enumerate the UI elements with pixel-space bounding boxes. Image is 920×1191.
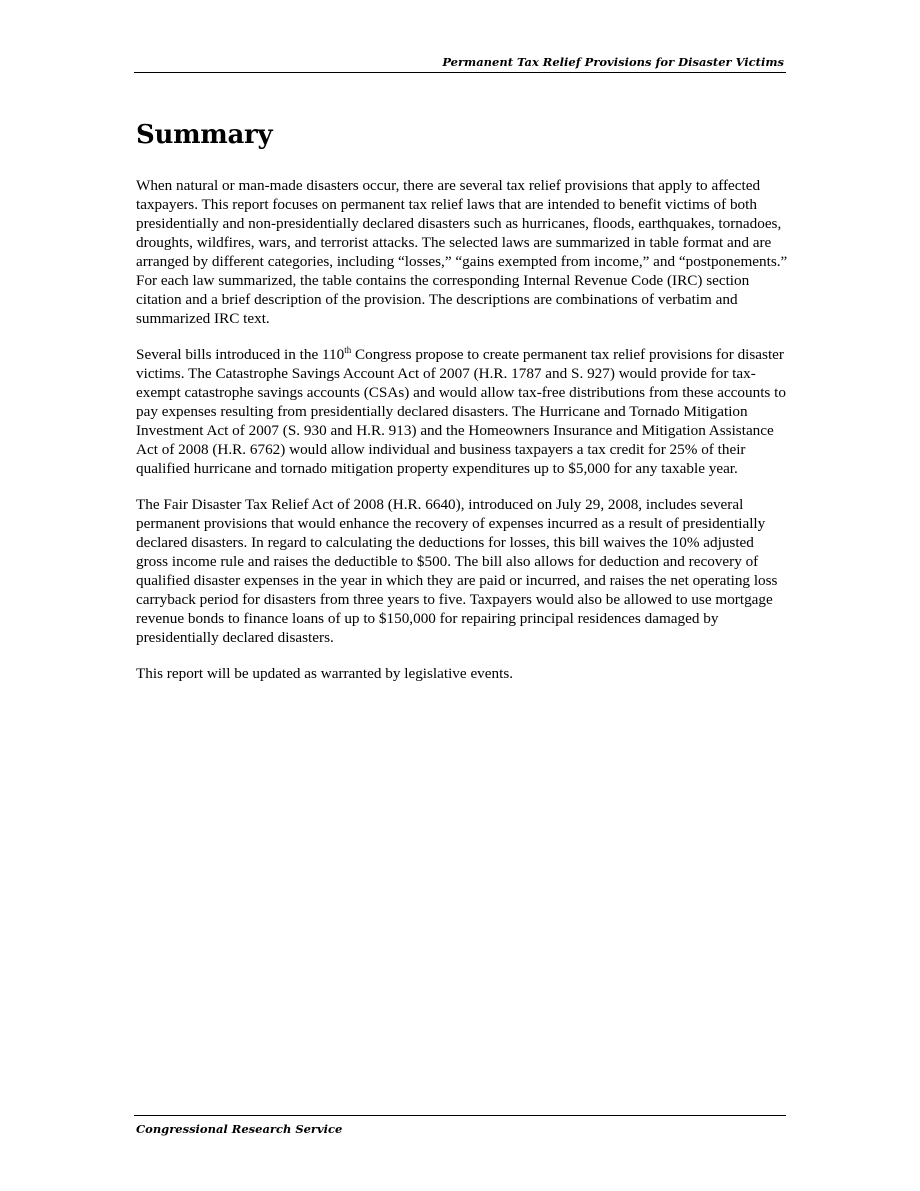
paragraph-2-lead: Several bills introduced in the 110 <box>136 346 345 364</box>
section-title: Summary <box>136 120 273 150</box>
footer-text: Congressional Research Service <box>136 1122 343 1136</box>
summary-paragraph-3: The Fair Disaster Tax Relief Act of 2008 (H.R. 6640), introduced on July 29, 2008, includes several permanent provisions that would enhance the recovery of expenses incurred as a result of presidentially declared disasters. In regard to calculating the deductions for losses, this bill waives the 10% adjusted gross income rule and raises the deductible to $500. The bill also allows for deduction and recovery of qualified disaster expenses in the year in which they are paid or incurred, and raises the net operating loss carryback period for disasters from three years to five. Taxpayers would also be allowed to use mortgage revenue bonds to finance loans of up to $150,000 for repairing principal residences damaged by presidentially declared disasters. <box>136 496 778 647</box>
summary-paragraph-4: This report will be updated as warranted by legislative events. <box>136 665 514 683</box>
summary-paragraph-2 <box>136 345 788 478</box>
running-title: Permanent Tax Relief Provisions for Disaster Victims <box>442 55 784 69</box>
paragraph-2-rest: Congress propose to create permanent tax relief provisions for disaster victims. The Catastrophe Savings Account Act of 2007 (H.R. 1787 and S. 927) would provide for tax-exempt catastrophe savings accounts (CSAs) and would allow tax-free distributions from these accounts to pay expenses resulting from presidentially declared disasters. The Hurricane and Tornado Mitigation Investment Act of 2007 (S. 930 and H.R. 913) and the Homeowners Insurance and Mitigation Assistance Act of 2008 (H.R. 6762) would allow individual and business taxpayers a tax credit for 25% of their qualified hurricane and tornado mitigation property expenditures up to $5,000 for any taxable year. <box>136 346 786 478</box>
page-header <box>134 52 786 73</box>
ordinal-superscript: th <box>344 345 352 356</box>
page-footer <box>134 1115 786 1136</box>
main-content <box>136 120 788 700</box>
summary-paragraph-1: When natural or man-made disasters occur, there are several tax relief provisions that apply to affected taxpayers. This report focuses on permanent tax relief laws that are intended to benefit victims of both presidentially and non-presidentially declared disasters such as hurricanes, floods, earthquakes, tornadoes, droughts, wildfires, wars, and terrorist attacks. The selected laws are summarized in table format and are arranged by different categories, including “losses,” “gains exempted from income,” and “postponements.” For each law summarized, the table contains the corresponding Internal Revenue Code (IRC) section citation and a brief description of the provision. The descriptions are combinations of verbatim and summarized IRC text. <box>136 177 788 328</box>
